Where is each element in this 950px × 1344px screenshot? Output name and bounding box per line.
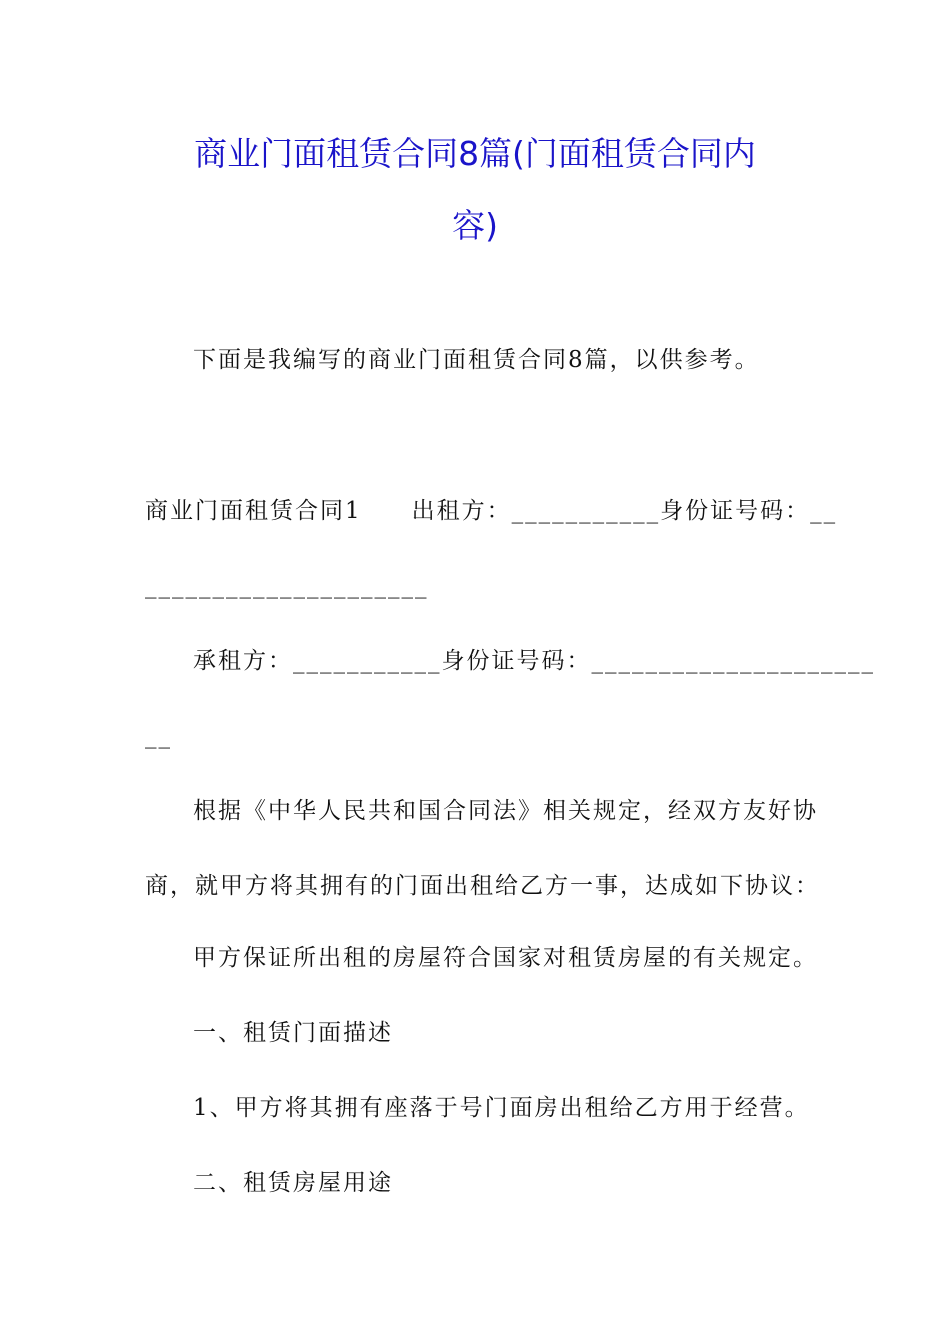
document-title-line-2: 容) [452, 206, 498, 245]
legal-basis-paragraph-line-1: 根据《中华人民共和国合同法》相关规定，经双方友好协 [193, 798, 818, 824]
intro-paragraph: 下面是我编写的商业门面租赁合同8篇，以供参考。 [193, 347, 760, 373]
legal-basis-paragraph-line-2: 商，就甲方将其拥有的门面出租给乙方一事，达成如下协议： [145, 873, 820, 899]
lessee-line: 承租方：___________身份证号码：_____________________ [193, 648, 875, 674]
contract-heading-lessor-line: 商业门面租赁合同1 出租方：___________身份证号码：__ [145, 498, 838, 524]
section-heading-1: 一、租赁门面描述 [193, 1020, 393, 1046]
document-title-line-1: 商业门面租赁合同8篇(门面租赁合同内 [194, 134, 756, 173]
lessee-id-underline: __ [145, 723, 172, 749]
lessor-id-underline: _____________________ [145, 573, 429, 599]
guarantee-paragraph: 甲方保证所出租的房屋符合国家对租赁房屋的有关规定。 [193, 945, 818, 971]
section-heading-2: 二、租赁房屋用途 [193, 1170, 393, 1196]
clause-1: 1、甲方将其拥有座落于号门面房出租给乙方用于经营。 [193, 1095, 810, 1121]
